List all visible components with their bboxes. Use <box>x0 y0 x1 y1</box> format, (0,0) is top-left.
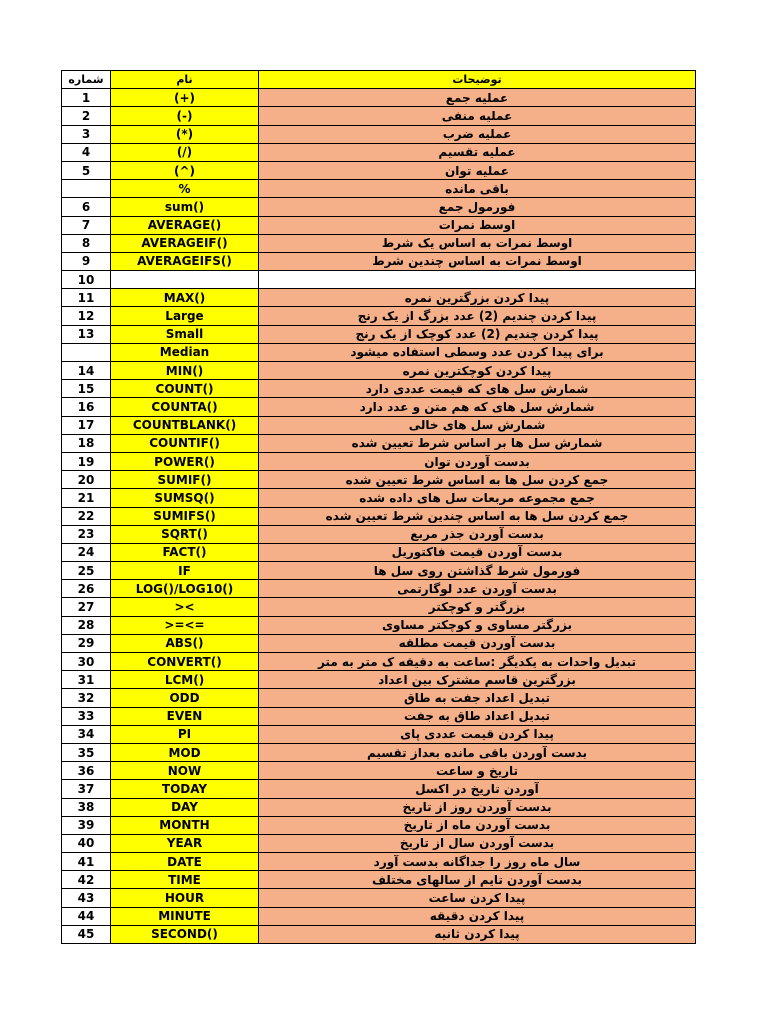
function-name-cell: SQRT() <box>111 525 259 543</box>
row-number-cell: 38 <box>62 798 111 816</box>
table-row <box>62 634 696 652</box>
table-row <box>62 434 696 452</box>
function-name-cell: EVEN <box>111 707 259 725</box>
description-cell <box>259 271 696 289</box>
table-row <box>62 143 696 161</box>
table-row <box>62 689 696 707</box>
table-row <box>62 907 696 925</box>
header-number: شماره <box>62 71 111 89</box>
function-name-cell: % <box>111 180 259 198</box>
description-cell: بدست آوردن باقی مانده بعداز تقسیم <box>259 743 696 761</box>
row-number-cell: 41 <box>62 853 111 871</box>
description-cell: فورمول جمع <box>259 198 696 216</box>
row-number-cell: 32 <box>62 689 111 707</box>
description-cell: بزرگترین قاسم مشترک بین اعداد <box>259 671 696 689</box>
table-row <box>62 525 696 543</box>
description-cell: بزرگتر مساوی و کوچکتر مساوی <box>259 616 696 634</box>
table-row <box>62 380 696 398</box>
row-number-cell: 26 <box>62 580 111 598</box>
function-name-cell: (-) <box>111 107 259 125</box>
description-cell: اوسط نمرات به اساس چندین شرط <box>259 252 696 270</box>
description-cell: پیدا کردن چندیم (2) عدد بزرگ از یک رنج <box>259 307 696 325</box>
row-number-cell: 6 <box>62 198 111 216</box>
row-number-cell: 29 <box>62 634 111 652</box>
function-name-cell: MIN() <box>111 362 259 380</box>
function-name-cell: (+) <box>111 89 259 107</box>
description-cell: عملیه توان <box>259 161 696 179</box>
description-cell: بدست آوردن تایم از سالهای مختلف <box>259 871 696 889</box>
row-number-cell: 1 <box>62 89 111 107</box>
function-name-cell: DAY <box>111 798 259 816</box>
description-cell: عملیه ضرب <box>259 125 696 143</box>
row-number-cell: 11 <box>62 289 111 307</box>
function-name-cell: TODAY <box>111 780 259 798</box>
row-number-cell: 34 <box>62 725 111 743</box>
description-cell: تبدیل اعداد طاق به جفت <box>259 707 696 725</box>
table-row <box>62 762 696 780</box>
function-name-cell: POWER() <box>111 452 259 470</box>
description-cell: عملیه منفی <box>259 107 696 125</box>
row-number-cell: 33 <box>62 707 111 725</box>
table-row <box>62 925 696 943</box>
function-name-cell: SUMSQ() <box>111 489 259 507</box>
row-number-cell: 9 <box>62 252 111 270</box>
row-number-cell: 28 <box>62 616 111 634</box>
description-cell: شمارش سل های که قیمت عددی دارد <box>259 380 696 398</box>
description-cell: بدست آوردن توان <box>259 452 696 470</box>
row-number-cell: 22 <box>62 507 111 525</box>
row-number-cell: 27 <box>62 598 111 616</box>
table-row <box>62 161 696 179</box>
row-number-cell: 7 <box>62 216 111 234</box>
function-name-cell: ODD <box>111 689 259 707</box>
description-cell: بدست آوردن سال از تاریخ <box>259 834 696 852</box>
description-cell: شمارش سل های که هم متن و عدد دارد <box>259 398 696 416</box>
function-name-cell: (/) <box>111 143 259 161</box>
table-row <box>62 398 696 416</box>
function-name-cell: AVERAGE() <box>111 216 259 234</box>
row-number-cell: 31 <box>62 671 111 689</box>
function-name-cell: FACT() <box>111 543 259 561</box>
description-cell: بزرگتر و کوچکتر <box>259 598 696 616</box>
description-cell: پیدا کردن ساعت <box>259 889 696 907</box>
functions-table <box>61 70 696 944</box>
description-cell: باقی مانده <box>259 180 696 198</box>
table-row <box>62 343 696 361</box>
row-number-cell: 40 <box>62 834 111 852</box>
description-cell: پیدا کردن قیمت عددی پای <box>259 725 696 743</box>
table-row <box>62 107 696 125</box>
description-cell: عملیه جمع <box>259 89 696 107</box>
description-cell: پیدا کردن ثانیه <box>259 925 696 943</box>
table-row <box>62 89 696 107</box>
table-row <box>62 871 696 889</box>
description-cell: جمع کردن سل ها به اساس شرط تعیین شده <box>259 471 696 489</box>
table-row <box>62 252 696 270</box>
description-cell: بدست آوردن روز از تاریخ <box>259 798 696 816</box>
description-cell: بدست آوردن عدد لوگارتمی <box>259 580 696 598</box>
table-row <box>62 743 696 761</box>
row-number-cell: 17 <box>62 416 111 434</box>
table-row <box>62 707 696 725</box>
function-name-cell: LCM() <box>111 671 259 689</box>
description-cell: بدست آوردن قیمت فاکتوریل <box>259 543 696 561</box>
function-name-cell: DATE <box>111 853 259 871</box>
table-row <box>62 653 696 671</box>
table-row <box>62 452 696 470</box>
table-row <box>62 543 696 561</box>
description-cell: جمع کردن سل ها به اساس چندین شرط تعیین شده <box>259 507 696 525</box>
function-name-cell: (^) <box>111 161 259 179</box>
table-row <box>62 853 696 871</box>
table-row <box>62 416 696 434</box>
function-name-cell: COUNTBLANK() <box>111 416 259 434</box>
table-row <box>62 816 696 834</box>
table-row <box>62 562 696 580</box>
row-number-cell: 14 <box>62 362 111 380</box>
function-name-cell: CONVERT() <box>111 653 259 671</box>
row-number-cell <box>62 343 111 361</box>
function-name-cell: TIME <box>111 871 259 889</box>
table-row <box>62 834 696 852</box>
description-cell: عملیه تقسیم <box>259 143 696 161</box>
table-row <box>62 471 696 489</box>
table-row <box>62 180 696 198</box>
function-name-cell: IF <box>111 562 259 580</box>
description-cell: فورمول شرط گذاشتن روی سل ها <box>259 562 696 580</box>
row-number-cell: 21 <box>62 489 111 507</box>
description-cell: پیدا کردن چندیم (2) عدد کوچک از یک رنج <box>259 325 696 343</box>
row-number-cell: 30 <box>62 653 111 671</box>
description-cell: تاریخ و ساعت <box>259 762 696 780</box>
table-row <box>62 780 696 798</box>
table-row <box>62 307 696 325</box>
description-cell: اوسط نمرات <box>259 216 696 234</box>
table-row <box>62 489 696 507</box>
row-number-cell: 4 <box>62 143 111 161</box>
table-row <box>62 362 696 380</box>
function-name-cell: ABS() <box>111 634 259 652</box>
row-number-cell: 20 <box>62 471 111 489</box>
table-row <box>62 234 696 252</box>
row-number-cell: 2 <box>62 107 111 125</box>
function-name-cell: AVERAGEIF() <box>111 234 259 252</box>
table-row <box>62 216 696 234</box>
row-number-cell: 42 <box>62 871 111 889</box>
function-name-cell: sum() <box>111 198 259 216</box>
row-number-cell <box>62 180 111 198</box>
function-name-cell: YEAR <box>111 834 259 852</box>
function-name-cell: Small <box>111 325 259 343</box>
description-cell: تبدیل واحدات به یکدیگر :ساعت به دقیقه ک متر به متر <box>259 653 696 671</box>
function-name-cell: SUMIF() <box>111 471 259 489</box>
function-name-cell: Median <box>111 343 259 361</box>
row-number-cell: 15 <box>62 380 111 398</box>
function-name-cell: SUMIFS() <box>111 507 259 525</box>
function-name-cell: NOW <box>111 762 259 780</box>
function-name-cell: MONTH <box>111 816 259 834</box>
description-cell: بدست آوردن ماه از تاریخ <box>259 816 696 834</box>
row-number-cell: 45 <box>62 925 111 943</box>
description-cell: سال ماه روز را جداگانه بدست آورد <box>259 853 696 871</box>
function-name-cell: SECOND() <box>111 925 259 943</box>
table-row <box>62 289 696 307</box>
row-number-cell: 5 <box>62 161 111 179</box>
header-row <box>62 71 696 89</box>
header-name: نام <box>111 71 259 89</box>
description-cell: شمارش سل ها بر اساس شرط تعیین شده <box>259 434 696 452</box>
description-cell: پیدا کردن دقیقه <box>259 907 696 925</box>
function-name-cell: LOG()/LOG10() <box>111 580 259 598</box>
description-cell: پیدا کردن کوچکترین نمره <box>259 362 696 380</box>
description-cell: بدست آوردن قیمت مطلقه <box>259 634 696 652</box>
row-number-cell: 35 <box>62 743 111 761</box>
function-name-cell: MAX() <box>111 289 259 307</box>
table-row <box>62 125 696 143</box>
row-number-cell: 12 <box>62 307 111 325</box>
table-row <box>62 671 696 689</box>
row-number-cell: 36 <box>62 762 111 780</box>
description-cell: بدست آوردن جذر مربع <box>259 525 696 543</box>
header-description: توضیحات <box>259 71 696 89</box>
description-cell: جمع مجموعه مربعات سل های داده شده <box>259 489 696 507</box>
description-cell: تبدیل اعداد جفت به طاق <box>259 689 696 707</box>
function-name-cell: COUNTIF() <box>111 434 259 452</box>
description-cell: شمارش سل های خالی <box>259 416 696 434</box>
function-name-cell: HOUR <box>111 889 259 907</box>
description-cell: برای پیدا کردن عدد وسطی استفاده میشود <box>259 343 696 361</box>
function-name-cell: MINUTE <box>111 907 259 925</box>
row-number-cell: 43 <box>62 889 111 907</box>
row-number-cell: 16 <box>62 398 111 416</box>
table-row <box>62 889 696 907</box>
function-name-cell: AVERAGEIFS() <box>111 252 259 270</box>
row-number-cell: 10 <box>62 271 111 289</box>
table-row <box>62 507 696 525</box>
row-number-cell: 3 <box>62 125 111 143</box>
row-number-cell: 39 <box>62 816 111 834</box>
table-row <box>62 616 696 634</box>
function-name-cell: >=<= <box>111 616 259 634</box>
row-number-cell: 8 <box>62 234 111 252</box>
function-name-cell: COUNTA() <box>111 398 259 416</box>
function-name-cell: Large <box>111 307 259 325</box>
function-name-cell: MOD <box>111 743 259 761</box>
row-number-cell: 23 <box>62 525 111 543</box>
function-name-cell: >< <box>111 598 259 616</box>
function-name-cell <box>111 271 259 289</box>
table-row <box>62 598 696 616</box>
function-name-cell: COUNT() <box>111 380 259 398</box>
row-number-cell: 19 <box>62 452 111 470</box>
description-cell: اوسط نمرات به اساس یک شرط <box>259 234 696 252</box>
description-cell: آوردن تاریخ در اکسل <box>259 780 696 798</box>
row-number-cell: 18 <box>62 434 111 452</box>
row-number-cell: 25 <box>62 562 111 580</box>
table-row <box>62 198 696 216</box>
table-row <box>62 580 696 598</box>
table-row <box>62 798 696 816</box>
description-cell: پیدا کردن بزرگترین نمره <box>259 289 696 307</box>
table-row <box>62 271 696 289</box>
row-number-cell: 24 <box>62 543 111 561</box>
function-name-cell: PI <box>111 725 259 743</box>
row-number-cell: 37 <box>62 780 111 798</box>
row-number-cell: 13 <box>62 325 111 343</box>
row-number-cell: 44 <box>62 907 111 925</box>
table-row <box>62 725 696 743</box>
table-row <box>62 325 696 343</box>
function-name-cell: (*) <box>111 125 259 143</box>
